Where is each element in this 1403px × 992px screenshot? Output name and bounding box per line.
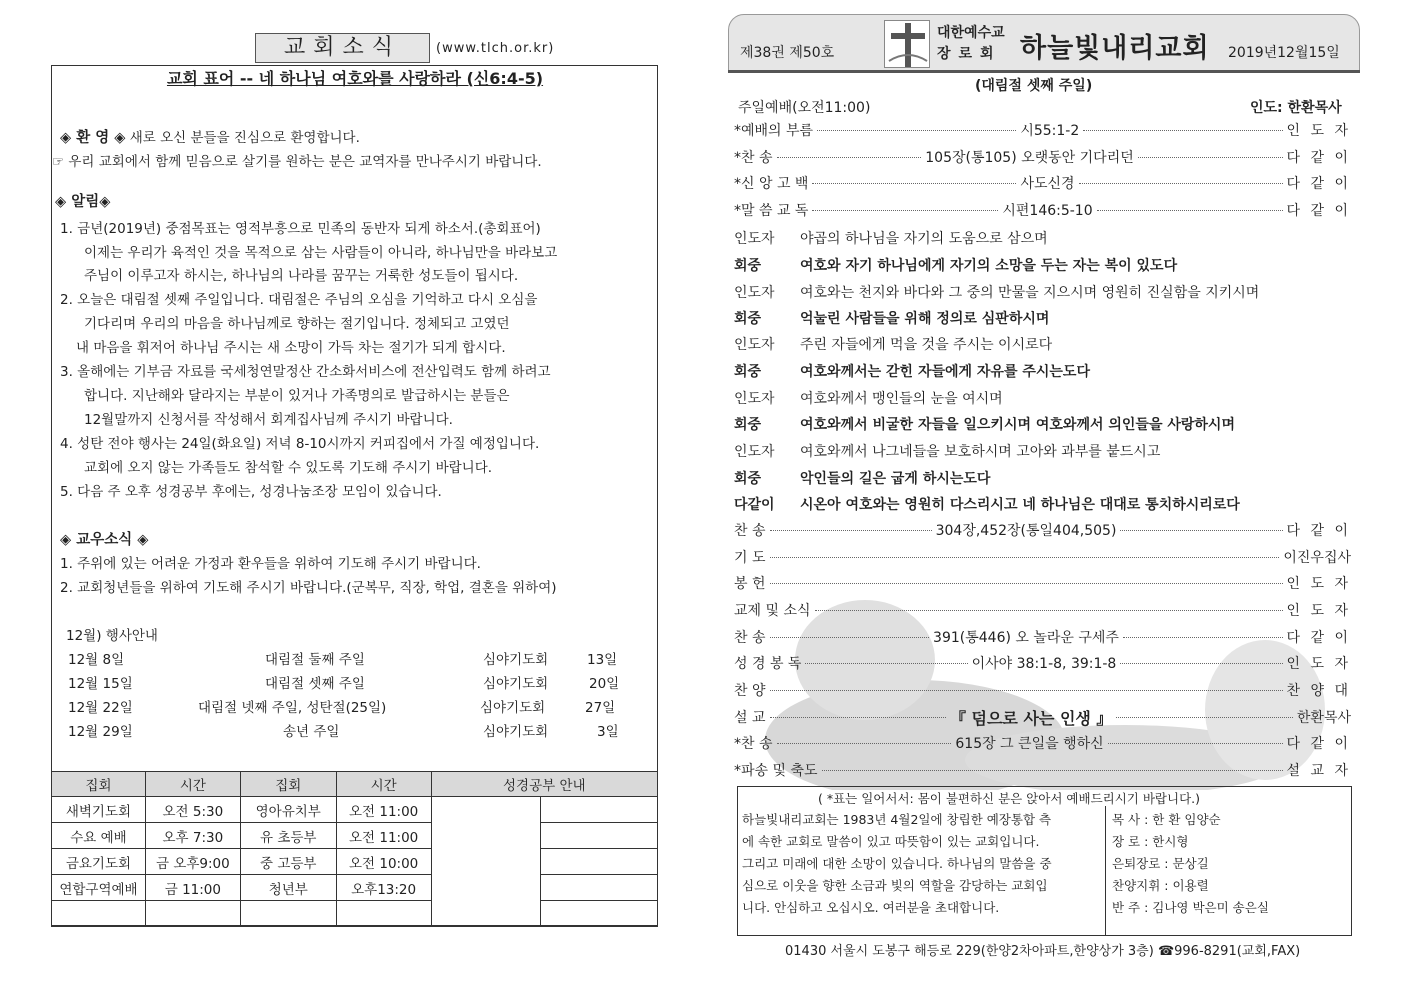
responsive-text: 여호와께서 맹인들의 눈을 여시며 [800, 391, 1003, 407]
order-item: 설 교 [734, 710, 766, 726]
responsive-speaker: 회중 [734, 417, 762, 433]
cross-logo-icon [884, 20, 930, 68]
event-name: 대림절 셋째 주일 [265, 676, 365, 692]
service-title: 주일예배(오전11:00) [738, 100, 871, 116]
event-day: 13일 [587, 652, 618, 668]
order-row [734, 707, 1351, 727]
order-item: 봉 헌 [734, 576, 766, 592]
responsive-speaker: 인도자 [734, 444, 775, 460]
church-url[interactable]: (www.tlch.or.kr) [436, 41, 555, 56]
staff-line: 장 로 : 한시형 [1112, 834, 1189, 849]
order-row [734, 760, 1351, 780]
staff-line: 찬양지휘 : 이용렬 [1112, 878, 1209, 893]
table-row [52, 901, 658, 927]
order-content: 304장,452장(통일404,505) [935, 523, 1117, 539]
responsive-line [734, 308, 1049, 328]
table-cell: 금 11:00 [145, 875, 240, 901]
responsive-speaker: 회중 [734, 364, 762, 380]
table-cell: 금요기도회 [52, 849, 146, 875]
order-who: 다 같 이 [1286, 150, 1351, 166]
table-cell: 오전 5:30 [145, 797, 240, 823]
responsive-line [734, 334, 1052, 354]
responsive-line [734, 228, 1048, 248]
order-row [734, 680, 1351, 700]
order-content: 615장 그 큰일을 행하신 [955, 736, 1104, 752]
table-cell [431, 797, 541, 927]
members-heading: ◈ 교우소식 ◈ [60, 532, 149, 548]
notice-heading: ◈ 알림◈ [55, 194, 111, 210]
order-row [734, 600, 1351, 620]
order-row [734, 573, 1351, 593]
table-cell: 수요 예배 [52, 823, 146, 849]
order-who: 다 같 이 [1286, 203, 1352, 219]
order-who: 이진우집사 [1283, 550, 1351, 566]
responsive-text: 여호와께서 비굴한 자들을 일으키시며 여호와께서 의인들을 사랑하시며 [800, 417, 1235, 433]
intro-line: 니다. 안심하고 오십시오. 여러분을 초대합니다. [742, 900, 1000, 915]
notice-line: 이제는 우리가 육적인 것을 목적으로 삼는 사람들이 아니라, 하나님만을 바라보고 [84, 245, 558, 261]
order-who: 다 같 이 [1286, 176, 1352, 192]
event-prayer: 심야기도회 [483, 676, 549, 692]
event-name: 대림절 넷째 주일, 성탄절(25일) [198, 700, 387, 716]
order-row [734, 520, 1351, 540]
order-row [734, 120, 1351, 140]
bulletin-date: 2019년12월15일 [1228, 45, 1340, 61]
order-who: 설 교 자 [1286, 763, 1351, 779]
welcome-line [60, 126, 360, 147]
column-header: 집회 [240, 772, 336, 797]
order-item: 찬 송 [734, 523, 766, 539]
responsive-line [734, 441, 1160, 461]
order-row [734, 733, 1351, 753]
church-address: 01430 서울시 도봉구 해등로 229(한양2차아파트,한양상가 3층) ☎996-8291(교회,FAX) [785, 944, 1301, 959]
members-line: 2. 교회청년들을 위하여 기도해 주시기 바랍니다.(군복무, 직장, 학업, 결혼을 위하여) [60, 580, 557, 596]
event-name: 대림절 둘째 주일 [265, 652, 365, 668]
table-cell: 유 초등부 [240, 823, 336, 849]
intro-line: 심으로 이웃을 향한 소금과 빛의 역할을 감당하는 교회입 [742, 878, 1048, 893]
event-date: 12월 15일 [68, 676, 133, 692]
column-header: 시간 [336, 772, 431, 797]
order-row [734, 173, 1351, 193]
notice-line: 교회에 오지 않는 가족들도 참석할 수 있도록 기도해 주시기 바랍니다. [84, 460, 493, 476]
table-cell: 오후 7:30 [145, 823, 240, 849]
order-row [734, 200, 1351, 220]
denomination: 장로회 [937, 46, 1002, 62]
order-who: 다 같 이 [1286, 736, 1351, 752]
table-cell: 연합구역예배 [52, 875, 146, 901]
table-row [52, 797, 658, 823]
table-cell [541, 823, 658, 849]
table-cell: 오전 11:00 [336, 823, 431, 849]
welcome-heading: ◈ 환 영 ◈ [60, 130, 126, 146]
order-item: *신 앙 고 백 [734, 176, 809, 192]
responsive-line [734, 388, 1003, 408]
responsive-text: 시온아 여호와는 영원히 다스리시고 네 하나님은 대대로 통치하시리로다 [800, 497, 1240, 513]
table-cell: 오전 10:00 [336, 849, 431, 875]
news-title: 교회소식 [255, 33, 430, 63]
table-header-row [52, 772, 658, 797]
table-row [52, 823, 658, 849]
events-heading: 12월) 행사안내 [66, 628, 158, 644]
table-cell [541, 849, 658, 875]
event-prayer: 심야기도회 [483, 652, 549, 668]
order-content: 시편146:5-10 [1002, 203, 1093, 219]
notice-line: 주님이 이루고자 하시는, 하나님의 나라를 꿈꾸는 거룩한 성도들이 됩시다. [84, 268, 519, 284]
week-title: (대림절 셋째 주일) [975, 78, 1093, 94]
table-cell [541, 901, 658, 927]
event-prayer: 심야기도회 [483, 724, 549, 740]
church-name: 하늘빛내리교회 [1020, 33, 1210, 64]
table-cell [336, 901, 431, 927]
intro-line: 그리고 미래에 대한 소망이 있습니다. 하나님의 말씀을 중 [742, 856, 1052, 871]
table-cell: 중 고등부 [240, 849, 336, 875]
order-content: 사도신경 [1020, 176, 1075, 192]
responsive-line [734, 468, 990, 488]
order-item: 교제 및 소식 [734, 603, 811, 619]
table-cell: 오전 11:00 [336, 797, 431, 823]
church-motto: 교회 표어 -- 네 하나님 여호와를 사랑하라 (신6:4-5) [166, 69, 544, 88]
welcome-line2: ☞ 우리 교회에서 함께 믿음으로 살기를 원하는 분은 교역자를 만나주시기 바랍니다. [52, 154, 542, 170]
responsive-speaker: 회중 [734, 258, 762, 274]
event-date: 12월 29일 [68, 724, 133, 740]
order-who: 인 도 자 [1286, 576, 1351, 592]
table-cell: 영아유치부 [240, 797, 336, 823]
event-prayer: 심야기도회 [480, 700, 546, 716]
denomination: 대한예수교 [937, 25, 1005, 41]
responsive-text: 여호와는 천지와 바다와 그 중의 만물을 지으시며 영원히 진실함을 지키시며 [800, 285, 1260, 301]
order-row [734, 547, 1351, 567]
order-who: 다 같 이 [1286, 630, 1351, 646]
responsive-speaker: 다같이 [734, 497, 775, 513]
order-content: 391(통446) 오 놀라운 구세주 [933, 630, 1119, 646]
event-day: 20일 [589, 676, 620, 692]
responsive-speaker: 인도자 [734, 391, 775, 407]
table-cell: 오후13:20 [336, 875, 431, 901]
table-cell [541, 875, 658, 901]
table-cell [240, 901, 336, 927]
welcome-text: 새로 오신 분들을 진심으로 환영합니다. [125, 130, 360, 146]
table-row [52, 875, 658, 901]
responsive-speaker: 회중 [734, 311, 762, 327]
staff-line: 은퇴장로 : 문상길 [1112, 856, 1209, 871]
column-header: 성경공부 안내 [431, 772, 657, 797]
staff-line: 목 사 : 한 환 임양순 [1112, 812, 1221, 827]
staff-line: 반 주 : 김나영 박은미 송은실 [1112, 900, 1269, 915]
info-divider [1105, 806, 1106, 936]
responsive-text: 억눌린 사람들을 위해 정의로 심판하시며 [800, 311, 1050, 327]
notice-line: 기다리며 우리의 마음을 하나님께로 향하는 절기입니다. 정체되고 고였던 [84, 316, 510, 332]
order-content: 105장(통105) 오랫동안 기다리던 [925, 150, 1134, 166]
order-content: 이사야 38:1-8, 39:1-8 [971, 656, 1117, 672]
event-date: 12월 8일 [68, 652, 125, 668]
order-item: 찬 양 [734, 683, 766, 699]
order-item: *예배의 부름 [734, 123, 814, 139]
table-cell [541, 797, 658, 823]
notice-line: 2. 오늘은 대림절 셋째 주일입니다. 대림절은 주님의 오심을 기억하고 다시 오심을 [60, 292, 538, 308]
table-cell [145, 901, 240, 927]
intro-line: 에 속한 교회로 말씀이 있고 따뜻함이 있는 교회입니다. [742, 834, 1040, 849]
members-line: 1. 주위에 있는 어려운 가정과 환우들을 위하여 기도해 주시기 바랍니다. [60, 556, 481, 572]
responsive-text: 여호와께서는 갇힌 자들에게 자유를 주시는도다 [800, 364, 1090, 380]
service-leader: 인도: 한환목사 [1250, 100, 1342, 116]
notice-line: 3. 올해에는 기부금 자료를 국세청연말정산 간소화서비스에 전산입력도 함께 하려고 [60, 364, 551, 380]
order-who: 다 같 이 [1286, 523, 1352, 539]
responsive-speaker: 인도자 [734, 285, 775, 301]
order-who: 찬 양 대 [1286, 683, 1351, 699]
responsive-line [734, 282, 1259, 302]
notice-line: 합니다. 지난해와 달라지는 부분이 있거나 가족명의로 발급하시는 분들은 [84, 388, 510, 404]
event-day: 27일 [585, 700, 616, 716]
responsive-line [734, 255, 1177, 275]
column-header: 시간 [145, 772, 240, 797]
responsive-speaker: 인도자 [734, 231, 775, 247]
order-item: 기 도 [734, 550, 766, 566]
notice-line: 내 마음을 휘저어 하나님 주시는 새 소망이 가득 차는 절기가 되게 합시다. [76, 340, 506, 356]
responsive-line [734, 414, 1235, 434]
table-cell: 청년부 [240, 875, 336, 901]
responsive-text: 야곱의 하나님을 자기의 도움으로 삼으며 [800, 231, 1048, 247]
order-item: 성 경 봉 독 [734, 656, 802, 672]
order-item: 찬 송 [734, 630, 766, 646]
order-item: *찬 송 [734, 150, 773, 166]
sermon-title: 『 덤으로 사는 인생 』 [949, 708, 1113, 728]
order-item: *파송 및 축도 [734, 763, 818, 779]
responsive-text: 악인들의 길은 굽게 하시는도다 [800, 471, 991, 487]
column-header: 집회 [52, 772, 146, 797]
table-cell [52, 901, 146, 927]
table-row [52, 849, 658, 875]
volume-number: 제38권 제50호 [740, 45, 835, 61]
event-day: 3일 [597, 724, 619, 740]
table-cell: 금 오후9:00 [145, 849, 240, 875]
order-item: *말 씀 교 독 [734, 203, 809, 219]
responsive-speaker: 회중 [734, 471, 762, 487]
order-who: 인 도 자 [1286, 603, 1351, 619]
header-divider [728, 70, 1360, 73]
notice-line: 12월말까지 신청서를 작성해서 회계집사님께 주시기 바랍니다. [84, 412, 453, 428]
notice-line: 4. 성탄 전야 행사는 24일(화요일) 저녁 8-10시까지 커피집에서 가질 예정입니다. [60, 436, 540, 452]
responsive-text: 주린 자들에게 먹을 것을 주시는 이시로다 [800, 337, 1053, 353]
order-who: 인 도 자 [1286, 656, 1351, 672]
responsive-text: 여호와 자기 하나님에게 자기의 소망을 두는 자는 복이 있도다 [800, 258, 1178, 274]
table-cell: 새벽기도회 [52, 797, 146, 823]
order-row [734, 627, 1351, 647]
event-date: 12월 22일 [68, 700, 133, 716]
order-who: 인 도 자 [1286, 123, 1352, 139]
responsive-speaker: 인도자 [734, 337, 775, 353]
order-who: 한환목사 [1296, 710, 1351, 726]
order-row [734, 653, 1351, 673]
order-row [734, 147, 1351, 167]
responsive-line [734, 494, 1240, 514]
notice-line: 5. 다음 주 오후 성경공부 후에는, 성경나눔조장 모임이 있습니다. [60, 484, 442, 500]
standing-note: ( *표는 일어서서: 몸이 불편하신 분은 앉아서 예배드리시기 바랍니다.) [818, 791, 1201, 806]
intro-line: 하늘빛내리교회는 1983년 4월2일에 창립한 예장통합 측 [742, 812, 1052, 827]
responsive-text: 여호와께서 나그네들을 보호하시며 고아와 과부를 붙드시고 [800, 444, 1161, 460]
event-name: 송년 주일 [283, 724, 340, 740]
order-content: 시55:1-2 [1020, 123, 1080, 139]
order-item: *찬 송 [734, 736, 773, 752]
notice-line: 1. 금년(2019년) 중점목표는 영적부흥으로 민족의 동반자 되게 하소서.(총회표어) [60, 221, 541, 237]
meeting-table [51, 771, 658, 927]
responsive-line [734, 361, 1090, 381]
